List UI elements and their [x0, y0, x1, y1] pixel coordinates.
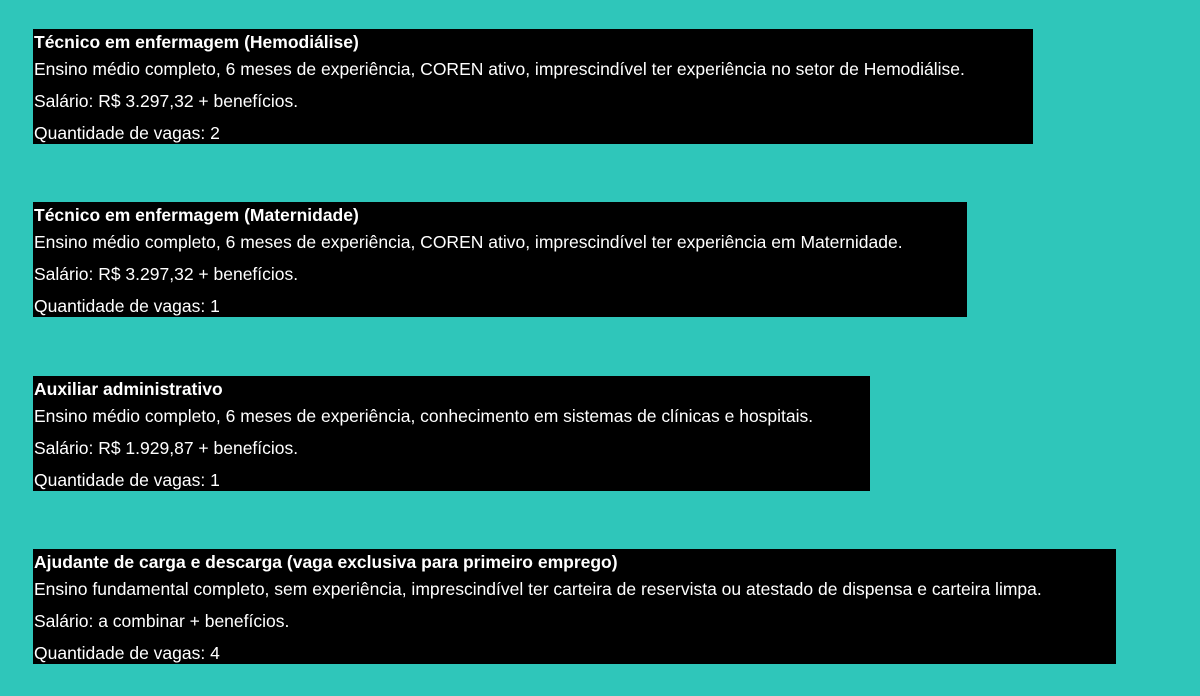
job-requirements: Ensino fundamental completo, sem experiência, imprescindível ter carteira de reservista ou atestado de dispensa e carteira limpa.: [34, 579, 1042, 599]
job-salary: Salário: R$ 1.929,87 + benefícios.: [34, 438, 299, 458]
job-title: Ajudante de carga e descarga (vaga exclusiva para primeiro emprego): [34, 552, 618, 572]
job-requirements: Ensino médio completo, 6 meses de experiência, COREN ativo, imprescindível ter experiência em Maternidade.: [34, 232, 903, 252]
job-listing: [33, 202, 967, 317]
job-listing: [33, 29, 1033, 144]
job-requirements: Ensino médio completo, 6 meses de experiência, COREN ativo, imprescindível ter experiência no setor de Hemodiálise.: [34, 59, 965, 79]
job-vacancies: Quantidade de vagas: 4: [34, 643, 220, 663]
job-title: Técnico em enfermagem (Maternidade): [34, 205, 359, 225]
job-vacancies: Quantidade de vagas: 1: [34, 470, 220, 490]
job-salary: Salário: R$ 3.297,32 + benefícios.: [34, 264, 299, 284]
job-title: Auxiliar administrativo: [34, 379, 223, 399]
job-title: Técnico em enfermagem (Hemodiálise): [34, 32, 359, 52]
job-vacancies: Quantidade de vagas: 1: [34, 296, 220, 316]
job-salary: Salário: a combinar + benefícios.: [34, 611, 290, 631]
job-listing: [33, 549, 1116, 664]
job-requirements: Ensino médio completo, 6 meses de experiência, conhecimento em sistemas de clínicas e hospitais.: [34, 406, 814, 426]
job-salary: Salário: R$ 3.297,32 + benefícios.: [34, 91, 299, 111]
job-vacancies: Quantidade de vagas: 2: [34, 123, 220, 143]
job-listing: [33, 376, 870, 491]
